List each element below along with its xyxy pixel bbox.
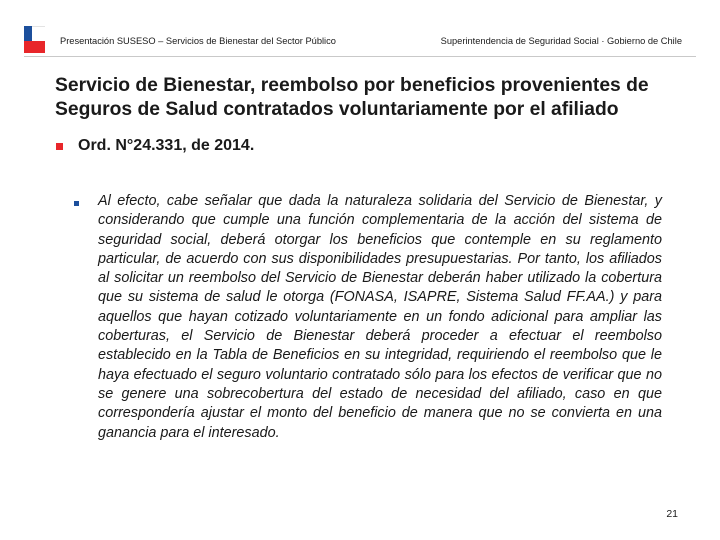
gobierno-logo bbox=[24, 26, 45, 53]
header-presentation-title: Presentación SUSESO – Servicios de Bienestar del Sector Público bbox=[60, 36, 336, 46]
logo-white-block bbox=[32, 26, 45, 41]
slide-title: Servicio de Bienestar, reembolso por beneficios provenientes de Seguros de Salud contratados voluntariamente por el afiliado bbox=[55, 75, 649, 120]
header-organization: Superintendencia de Seguridad Social · Gobierno de Chile bbox=[440, 36, 682, 46]
logo-blue-block bbox=[24, 26, 32, 41]
red-square-bullet-icon bbox=[56, 143, 63, 150]
blue-square-bullet-icon bbox=[74, 201, 79, 206]
logo-red-block bbox=[24, 41, 45, 53]
section-heading: Ord. N°24.331, de 2014. bbox=[78, 137, 255, 154]
page-number: 21 bbox=[666, 508, 678, 520]
header-divider bbox=[24, 56, 696, 57]
body-paragraph: Al efecto, cabe señalar que dada la naturaleza solidaria del Servicio de Bienestar, y considerando que cumple una función complementaria de la acción del sistema de seguridad social, deberá otorgar los beneficios que contemple en su reglamento particular, de acuerdo con sus disponibilidades presupuestarias. Por tanto, los afiliados al solicitar un reembolso del Servicio de Bienestar deberán haber utilizado la cobertura que su sistema de salud le otorga (FONASA, ISAPRE, Sistema Salud FF.AA.) y para aquellos que hayan cotizado voluntariamente en un fondo adicional para ampliar las coberturas, el Servicio de Bienestar deberá proceder a efectuar el reembolso establecido en la Tabla de Beneficios en su integridad, requiriendo el reembolso que le haya efectuado el seguro voluntario contratado sólo para los efectos de verificar que no se genere una sobrecobertura del estado de necesidad del afiliado, caso en que correspondería ajustar el monto del beneficio de manera que no se convierta en una ganancia para el interesado. bbox=[98, 193, 662, 441]
